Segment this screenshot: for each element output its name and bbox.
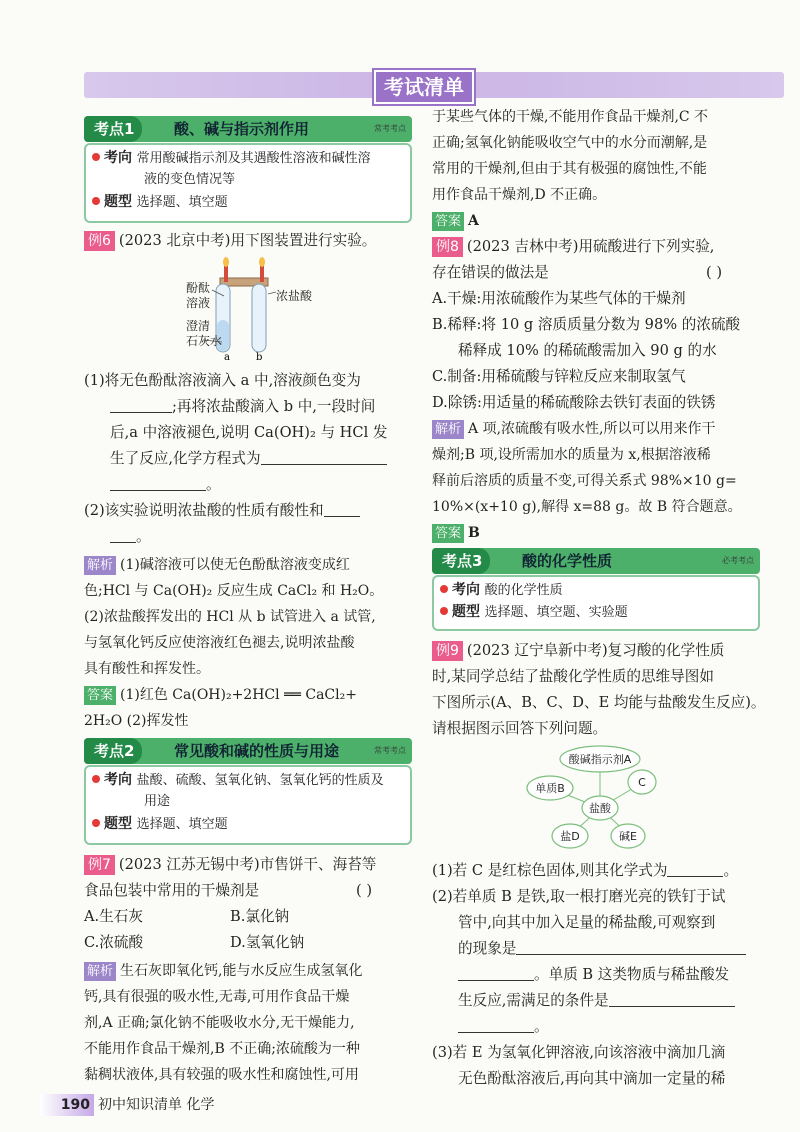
option-c: C.制备:用稀硫酸与锌粒反应来制取氢气 — [432, 368, 686, 385]
label-limewater: 石灰水 — [186, 334, 223, 348]
example-7-stem-2: 食品包装中常用的干燥剂是 — [84, 882, 260, 899]
jiexi-line: 黏稠状液体,具有较强的吸水性和腐蚀性,可用 — [84, 1067, 359, 1083]
mind-map-label-salt: 盐D — [560, 830, 580, 843]
jiexi-line: 具有酸性和挥发性。 — [84, 661, 210, 677]
kaodian-3-title: 酸的化学性质 — [522, 552, 613, 570]
page-number: 190 — [40, 1094, 94, 1116]
example-8-stem: (2023 吉林中考)用硫酸进行下列实验, — [466, 238, 715, 255]
tixing-label: 题型 — [104, 816, 132, 832]
option-a: A.干燥:用浓硫酸作为某些气体的干燥剂 — [432, 290, 686, 307]
kaoxiang-label: 考向 — [104, 150, 132, 166]
daan-label: 答案 — [432, 212, 464, 231]
page-footer — [40, 1094, 220, 1116]
daan-line: (1)红色 Ca(OH)₂+2HCl ══ CaCl₂+ — [120, 687, 357, 703]
example-8-label: 例8 — [432, 237, 463, 257]
jiexi-line: 剂,A 正确;氯化钠不能吸收水分,无干燥能力, — [84, 1015, 355, 1031]
option-b-2: 稀释成 10% 的稀硫酸需加入 90 g 的水 — [458, 342, 717, 359]
jiexi-line: (2)浓盐酸挥发出的 HCl 从 b 试管进入 a 试管, — [84, 609, 376, 625]
bullet-icon — [440, 585, 448, 593]
answer-blank[interactable] — [667, 860, 723, 877]
bullet-icon — [92, 819, 100, 827]
kaodian-1-title: 酸、碱与指示剂作用 — [174, 120, 310, 138]
kaoxiang-text-2: 用途 — [144, 794, 171, 809]
daan-line: 2H₂O (2)挥发性 — [84, 713, 189, 729]
bullet-icon — [92, 775, 100, 783]
kaoxiang-text: 酸的化学性质 — [484, 583, 563, 598]
kaodian-3-tag: 必考考点 — [722, 556, 754, 565]
example-9-stem-3: 下图所示(A、B、C、D、E 均能与盐酸发生反应)。 — [432, 694, 766, 711]
ex9-q2-line-2: 管中,向其中加入足量的稀盐酸,可观察到 — [458, 914, 716, 931]
jiexi-label: 解析 — [84, 556, 116, 575]
kaodian-1-tag: 常考考点 — [374, 124, 406, 133]
ex9-q2-line-5: 生反应,需满足的条件是 — [458, 992, 609, 1009]
q1-line-5: 。 — [206, 476, 221, 493]
kaodian-2-tag: 常考考点 — [374, 746, 406, 755]
kaodian-2-box — [84, 765, 412, 845]
page-title: 考试清单 — [374, 70, 474, 104]
answer-blank[interactable] — [324, 500, 360, 517]
tube-b-label: b — [256, 352, 263, 363]
example-8-stem-2: 存在错误的做法是 — [432, 264, 549, 281]
label-clear: 澄清 — [186, 319, 211, 333]
jiexi-line: 释前后溶质的质量不变,可得关系式 98%×10 g= — [432, 473, 737, 489]
daan-value: B — [468, 525, 480, 541]
kaodian-1-number: 考点1 — [84, 116, 142, 142]
example-6-stem: (2023 北京中考)用下图装置进行实验。 — [118, 232, 377, 249]
jiexi-line: 色;HCl 与 Ca(OH)₂ 反应生成 CaCl₂ 和 H₂O。 — [84, 583, 384, 599]
label-phenolphthalein: 酚酞 — [186, 281, 211, 295]
answer-blank[interactable] — [609, 990, 735, 1007]
ex9-q2-line-4: 。单质 B 这类物质与稀盐酸发 — [534, 966, 730, 983]
kaodian-3-number: 考点3 — [432, 548, 490, 574]
example-6-label: 例6 — [84, 231, 115, 251]
jiexi-line: 燥剂;B 项,设所需加水的质量为 x,根据溶液稀 — [432, 447, 711, 463]
example-9-label: 例9 — [432, 641, 463, 661]
daan-label: 答案 — [84, 686, 116, 705]
kaodian-2-header — [84, 738, 412, 764]
jiexi-line: (1)碱溶液可以使无色酚酞溶液变成红 — [120, 557, 350, 573]
answer-blank[interactable] — [458, 964, 534, 981]
kaodian-3-header — [432, 548, 760, 574]
kaoxiang-label: 考向 — [104, 772, 132, 788]
kaodian-2-title: 常见酸和碱的性质与用途 — [174, 742, 340, 760]
q1-line-4: 生了反应,化学方程式为 — [110, 450, 261, 467]
kaodian-1-header — [84, 116, 412, 142]
mind-map-label-indicator: 酸碱指示剂A — [568, 753, 632, 766]
q1-line-2: ;再将浓盐酸滴入 b 中,一段时间 — [172, 398, 376, 415]
ex9-q2-line-3: 的现象是 — [458, 940, 517, 957]
example-9-stem-4: 请根据图示回答下列问题。 — [432, 720, 608, 737]
jiexi-line: 钙,具有很强的吸水性,无毒,可用作食品干燥 — [84, 989, 350, 1005]
jiexi-line: 10%×(x+10 g),解得 x=88 g。故 B 符合题意。 — [432, 499, 742, 515]
answer-blank[interactable] — [458, 1016, 534, 1033]
mind-map-label-metal: 单质B — [535, 782, 565, 795]
answer-paren[interactable]: ( ) — [706, 264, 723, 281]
jiexi-line: 常用的干燥剂,但由于其有极强的腐蚀性,不能 — [432, 161, 707, 177]
ex9-q3-line-1: (3)若 E 为氢氧化钾溶液,向该溶液中滴加几滴 — [432, 1044, 726, 1061]
example-7-label: 例7 — [84, 855, 115, 875]
ex9-q1: (1)若 C 是红棕色固体,则其化学式为 — [432, 862, 668, 879]
tixing-label: 题型 — [104, 194, 132, 210]
daan-label: 答案 — [432, 524, 464, 543]
answer-blank[interactable] — [110, 526, 136, 543]
answer-blank[interactable] — [516, 938, 746, 955]
jiexi-line: 生石灰即氧化钙,能与水反应生成氢氧化 — [120, 963, 363, 979]
tixing-text: 选择题、填空题、实验题 — [484, 605, 628, 620]
kaoxiang-label: 考向 — [452, 582, 480, 598]
hcl-mind-map — [516, 744, 686, 852]
kaodian-1-box — [84, 143, 412, 223]
tube-a-label: a — [224, 352, 230, 363]
jiexi-label: 解析 — [432, 420, 464, 439]
answer-paren[interactable]: ( ) — [356, 882, 373, 899]
daan-value: A — [468, 213, 479, 229]
q1-line-3: 后,a 中溶液褪色,说明 Ca(OH)₂ 与 HCl 发 — [110, 424, 388, 441]
jiexi-line: 与氢氧化钙反应使溶液红色褪去,说明浓盐酸 — [84, 635, 355, 651]
bullet-icon — [92, 197, 100, 205]
jiexi-label: 解析 — [84, 962, 116, 981]
q2-line-1: (2)该实验说明浓盐酸的性质有酸性和 — [84, 502, 324, 519]
ex9-q1-end: 。 — [723, 862, 739, 879]
tixing-text: 选择题、填空题 — [136, 817, 228, 832]
kaodian-3-box — [432, 575, 760, 631]
answer-blank[interactable] — [110, 396, 172, 413]
tixing-text: 选择题、填空题 — [136, 195, 228, 210]
jiexi-line: 不能用作食品干燥剂,B 不正确;浓硫酸为一种 — [84, 1041, 360, 1057]
q2-line-2: 。 — [136, 528, 151, 545]
example-9-stem-2: 时,某同学总结了盐酸化学性质的思维导图如 — [432, 668, 714, 685]
answer-blank[interactable] — [110, 474, 206, 491]
option-a: A.生石灰 — [84, 908, 143, 925]
ex9-q2-line-1: (2)若单质 B 是铁,取一根打磨光亮的铁钉于试 — [432, 888, 726, 905]
kaoxiang-text-2: 液的变色情况等 — [144, 172, 236, 187]
option-c: C.浓硫酸 — [84, 934, 144, 951]
option-d: D.氢氧化钠 — [230, 934, 305, 951]
tixing-label: 题型 — [452, 604, 480, 620]
answer-blank[interactable] — [261, 448, 387, 465]
label-solution: 溶液 — [186, 296, 211, 310]
mind-map-label-c: C — [638, 776, 646, 789]
option-b: B.氯化钠 — [230, 908, 290, 925]
book-title: 初中知识清单 化学 — [98, 1097, 215, 1113]
example-7-stem: (2023 江苏无锡中考)市售饼干、海苔等 — [118, 856, 377, 873]
ex9-q2-line-6: 。 — [534, 1018, 549, 1035]
bullet-icon — [440, 607, 448, 615]
jiexi-line: 于某些气体的干燥,不能用作食品干燥剂,C 不 — [432, 109, 709, 125]
example-9-stem: (2023 辽宁阜新中考)复习酸的化学性质 — [466, 642, 725, 659]
label-conc-hcl: 浓盐酸 — [276, 289, 313, 303]
q1-line-1: (1)将无色酚酞溶液滴入 a 中,溶液颜色变为 — [84, 372, 361, 389]
ex9-q3-line-2: 无色酚酞溶液后,再向其中滴加一定量的稀 — [458, 1070, 726, 1087]
jiexi-line: 正确;氢氧化钠能吸收空气中的水分而潮解,是 — [432, 135, 708, 151]
jiexi-line: A 项,浓硫酸有吸水性,所以可以用来作干 — [468, 421, 716, 437]
bullet-icon — [92, 153, 100, 161]
kaoxiang-text: 盐酸、硫酸、氢氧化钠、氢氧化钙的性质及 — [136, 773, 384, 788]
option-b: B.稀释:将 10 g 溶质质量分数为 98% 的浓硫酸 — [432, 316, 741, 333]
kaoxiang-text: 常用酸碱指示剂及其遇酸性溶液和碱性溶 — [136, 151, 371, 166]
mind-map-label-hcl: 盐酸 — [589, 802, 611, 815]
mind-map-label-base: 碱E — [619, 830, 637, 843]
option-d: D.除锈:用适量的稀硫酸除去铁钉表面的铁锈 — [432, 394, 716, 411]
jiexi-line: 用作食品干燥剂,D 不正确。 — [432, 187, 607, 203]
kaodian-2-number: 考点2 — [84, 738, 142, 764]
